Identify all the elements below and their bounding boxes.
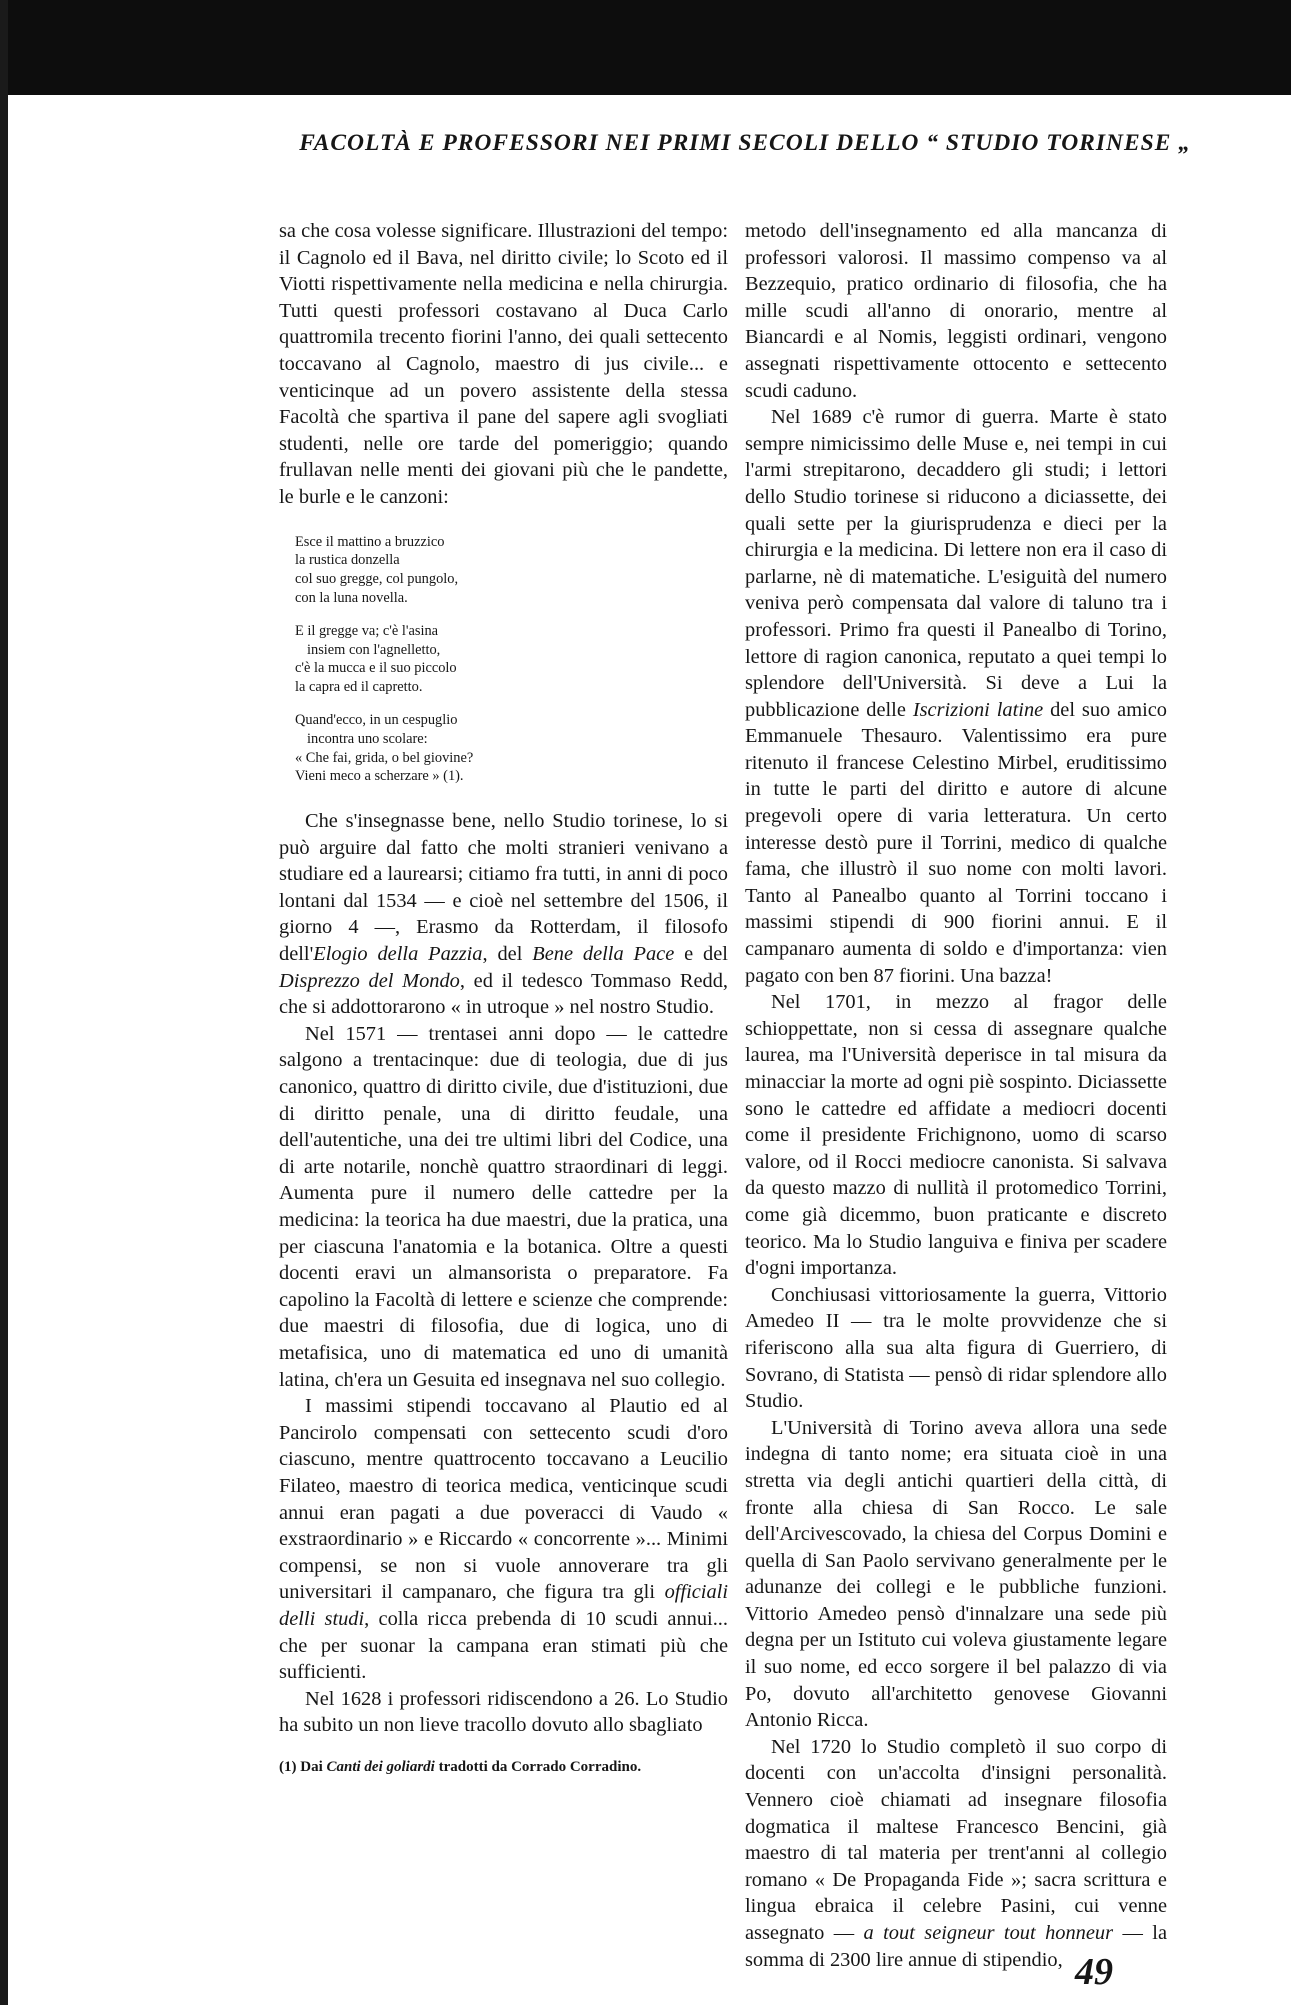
text-run: (1) Dai (279, 1758, 327, 1775)
quoted-phrase: a tout seigneur tout honneur (863, 1922, 1114, 1944)
running-header: FACOLTÀ E PROFESSORI NEI PRIMI SECOLI DELLO “ STUDIO TORINESE „ (299, 130, 1191, 156)
poem-line: « Che fai, grida, o bel giovine? (295, 749, 474, 766)
book-title: Iscrizioni latine (912, 698, 1044, 721)
poem-stanza (295, 622, 728, 697)
poem-line: con la luna novella. (295, 589, 408, 606)
text-run: tradotti da Corrado Corradino. (434, 1758, 642, 1775)
book-title: Elogio della Pazzia (313, 943, 483, 966)
text-run: del suo amico Emmanuele Thesauro. Valentissimo era pure ritenuto il francese Celestino Mirbel, eruditissimo in tutte le parti del diritto e autore di alcune pregevoli opere di varia letteratura. Un certo interesse destò pure il Torrini, medico di qualche fama, che illustrò il suo nome con molti lavori. Tanto al Panealbo quanto al Torrini toccano i massimi stipendi di 900 fiorini annui. E il campanaro aumenta di soldo e d'importanza: vien pagato con ben 87 fiorini. Una bazza! (745, 698, 1167, 987)
poem-line: col suo gregge, col pungolo, (295, 571, 459, 588)
text-run: Nel 1720 lo Studio completò il suo corpo di docenti con un'accolta d'insigni personalità. Vennero cioè chiamati ad insegnare filosofia dogmatica il maltese Francesco Bencini, già maestro di tal materia per trent'anni al collegio romano « De Propaganda Fide »; sacra scrittura e lingua ebraica il celebre Pasini, cui venne assegnato — (745, 1735, 1167, 1944)
poem-stanza (295, 533, 728, 608)
poem-line: la rustica donzella (295, 552, 400, 569)
poem-line: c'è la mucca e il suo piccolo (295, 660, 457, 677)
poem (295, 533, 728, 787)
paragraph: Nel 1571 — trentasei anni dopo — le cattedre salgono a trentacinque: due di teologia, due di jus canonico, quattro di diritto civile, due d'istituzioni, due di diritto penale, una di diritto feudale, una dell'autentiche, una dei tre ultimi libri del Codice, una di arte notarile, nonchè quattro straordinari di leggi. Aumenta pure il numero delle cattedre per la medicina: la teorica ha due maestri, due la pratica, una per ciascuna l'anatomia e la botanica. Oltre a questi docenti eravi un almansorista o preparatore. Fa capolino la Facoltà di lettere e scienze che comprende: due maestri di filosofia, due di logica, uno di metafisica, uno di matematica ed uno di umanità latina, ch'era un Gesuita ed insegnava nel suo collegio. (279, 1022, 728, 1391)
poem-line: incontra uno scolare: (307, 730, 428, 747)
scan-top-border (0, 0, 1291, 95)
poem-line: Vieni meco a scherzare » (1). (295, 768, 464, 785)
poem-line: E il gregge va; c'è l'asina (295, 622, 439, 639)
text-run: Nel 1689 c'è rumor di guerra. Marte è stato sempre nimicissimo delle Muse e, nei tempi in cui l'armi strepitarono, decaddero gli studi; i lettori dello Studio torinese si riducono a diciassette, dei quali sette per la giurisprudenza e dieci per la chirurgia e la medicina. Di lettere non era il caso di parlarne, nè di matematiche. L'esiguità del numero veniva però compensata dal valore di taluno tra i professori. Primo fra questi il Panealbo di Torino, lettore di ragion canonica, reputato a quei tempi lo splendore dell'Università. Si deve a Lui la pubblicazione delle (745, 406, 1167, 721)
paragraph: Conchiusasi vittoriosamente la guerra, Vittorio Amedeo II — tra le molte provvidenze che si riferiscono alla sua alta figura di Guerriero, di Sovrano, di Statista — pensò di ridar splendore allo Studio. (745, 1283, 1167, 1413)
paragraph: Nel 1701, in mezzo al fragor delle schioppettate, non si cessa di assegnare qualche laurea, ma l'Università deperisce in tal misura da minacciar la morte ad ogni piè sospinto. Diciassette sono le cattedre ed affidate a mediocri docenti come il presidente Frichignono, uomo di scarso valore, od il Rocci mediocre canonista. Si salvava da questo mazzo di nullità il protomedico Torrini, come già dicemmo, buon praticante e discreto teorico. Ma lo Studio languiva e finiva per scadere d'ogni importanza. (745, 991, 1167, 1280)
paragraph (279, 1393, 728, 1686)
paragraph (279, 808, 728, 1021)
paragraph: metodo dell'insegnamento ed alla mancanza di professori valorosi. Il massimo compenso va al Bezzequio, pratico ordinario di filosofia, che ha mille scudi all'anno di onorario, mentre al Biancardi e al Nomis, leggisti ordinari, vengono assegnati rispettivamente ottocento e settecento scudi caduno. (745, 220, 1167, 402)
paragraph (745, 404, 1167, 989)
poem-line: Esce il mattino a bruzzico (295, 533, 445, 550)
book-title: Canti dei goliardi (326, 1758, 435, 1775)
scan-left-border (0, 0, 8, 2005)
poem-line: insiem con l'agnelletto, (307, 641, 441, 658)
text-run: , del (482, 943, 533, 966)
poem-line: Quand'ecco, in un cespuglio (295, 711, 458, 728)
text-run: e del (674, 943, 728, 966)
paragraph: Nel 1628 i professori ridiscendono a 26. Lo Studio ha subito un non lieve tracollo dovuto allo sbagliato (279, 1687, 728, 1737)
book-title: Disprezzo del Mondo (279, 969, 460, 992)
text-run: — la somma di 2300 lire annue di stipendio, (745, 1922, 1168, 1971)
paragraph (745, 1734, 1167, 1973)
left-column (279, 218, 728, 1777)
right-column (745, 218, 1167, 1973)
poem-line: la capra ed il capretto. (295, 679, 423, 696)
book-title: Bene della Pace (532, 943, 675, 966)
text-run: , colla ricca prebenda di 10 scudi annui... che per suonar la campana eran stimati più che sufficienti. (279, 1607, 728, 1684)
text-run: I massimi stipendi toccavano al Plautio ed al Pancirolo compensati con settecento scudi d'oro ciascuno, mentre quattrocento toccavano a Leucilio Filateo, maestro di teorica medica, venticinque scudi annui eran pagati a due poveracci di Vaudo « exstraordinario » e Riccardo « concorrente »... Minimi compensi, se non si vuole annoverare tra gli universitari il campanaro, che figura tra gli (279, 1395, 728, 1604)
quoted-phrase: officiali delli studi (279, 1581, 728, 1630)
paragraph: sa che cosa volesse significare. Illustrazioni del tempo: il Cagnolo ed il Bava, nel diritto civile; lo Scoto ed il Viotti rispettivamente nella medicina e nella chirurgia. Tutti questi professori costavano al Duca Carlo quattromila trecento fiorini l'anno, dei quali settecento toccavano al Cagnolo, maestro di jus civile... e venticinque ad un povero assistente della stessa Facoltà che spartiva il pane del sapere agli svogliati studenti, nelle ore tarde del pomeriggio; quando frullavan nelle menti dei giovani più che le pandette, le burle e le canzoni: (279, 220, 728, 508)
text-run: , ed il tedesco Tommaso Redd, che si addottorarono « in utroque » nel nostro Studio. (279, 969, 728, 1019)
page-number: 49 (1075, 1951, 1113, 1993)
paragraph: L'Università di Torino aveva allora una sede indegna di tanto nome; era situata cioè in una stretta via degli antichi quartieri della città, di fronte alla chiesa di San Rocco. Le sale dell'Arcivescovado, la chiesa del Corpus Domini e quella di San Paolo servivano generalmente per le adunanze dei collegi e le pubbliche funzioni. Vittorio Amedeo pensò d'innalzare una sede più degna per un Istituto cui voleva giustamente legare il suo nome, ed ecco sorgere il bel palazzo di via Po, dovuto all'architetto genovese Giovanni Antonio Ricca. (745, 1416, 1167, 1732)
footnote (279, 1757, 728, 1777)
text-run: Che s'insegnasse bene, nello Studio torinese, lo si può arguire dal fatto che molti stranieri venivano a studiare ed a laurearsi; citiamo fra tutti, in anni di poco lontani dal 1534 — e cioè nel settembre del 1506, il giorno 4 —, Erasmo da Rotterdam, il filosofo dell' (279, 810, 728, 966)
poem-stanza (295, 711, 728, 786)
